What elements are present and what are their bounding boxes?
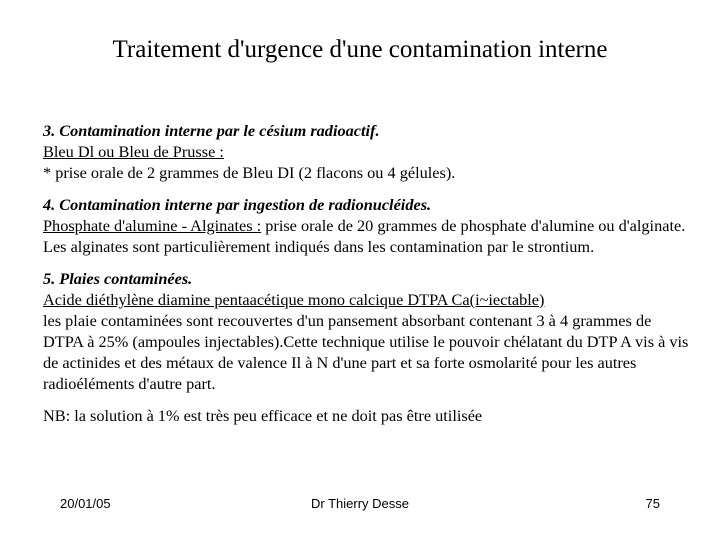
section-body: prise orale de 20 grammes de phosphate d'alumine ou d'alginate. Les alginates sont particulièrement indiqués dans les contamination par le strontium. — [43, 216, 686, 256]
section-heading: 4. Contamination interne par ingestion de radionucléides. — [43, 195, 432, 214]
footer-author: Dr Thierry Desse — [310, 496, 409, 511]
footer-date: 20/01/05 — [60, 496, 111, 511]
section-body: * prise orale de 2 grammes de Bleu DI (2 flacons ou 4 gélules). — [43, 163, 456, 182]
slide-title: Traitement d'urgence d'une contamination interne — [112, 36, 608, 63]
section-subheading: Acide diéthylène diamine pentaacétique mono calcique DTPA Ca(i~iectable) — [43, 290, 545, 309]
page-number: 75 — [645, 496, 660, 511]
section-heading: 3. Contamination interne par le césium radioactif. — [43, 121, 380, 140]
section-subheading: Phosphate d'alumine - Alginates : — [43, 216, 262, 235]
note: NB: la solution à 1% est très peu efficace et ne doit pas être utilisée — [43, 406, 483, 425]
section-wounds — [43, 268, 693, 394]
section-subheading: Bleu Dl ou Bleu de Prusse : — [43, 142, 224, 161]
slide-content — [43, 120, 693, 426]
section-body: les plaie contaminées sont recouvertes d'un pansement absorbant contenant 3 à 4 grammes de DTPA à 25% (ampoules injectables).Cette technique utilise le pouvoir chélatant du DTP A vis à vis de actinides et des métaux de valence Il à N d'une part et sa forte osmolarité pour les autres radioéléments d'autre part. — [43, 311, 689, 393]
section-cesium — [43, 120, 693, 183]
section-heading: 5. Plaies contaminées. — [43, 269, 193, 288]
section-paragraph — [43, 215, 693, 257]
section-radionuclides — [43, 194, 693, 257]
